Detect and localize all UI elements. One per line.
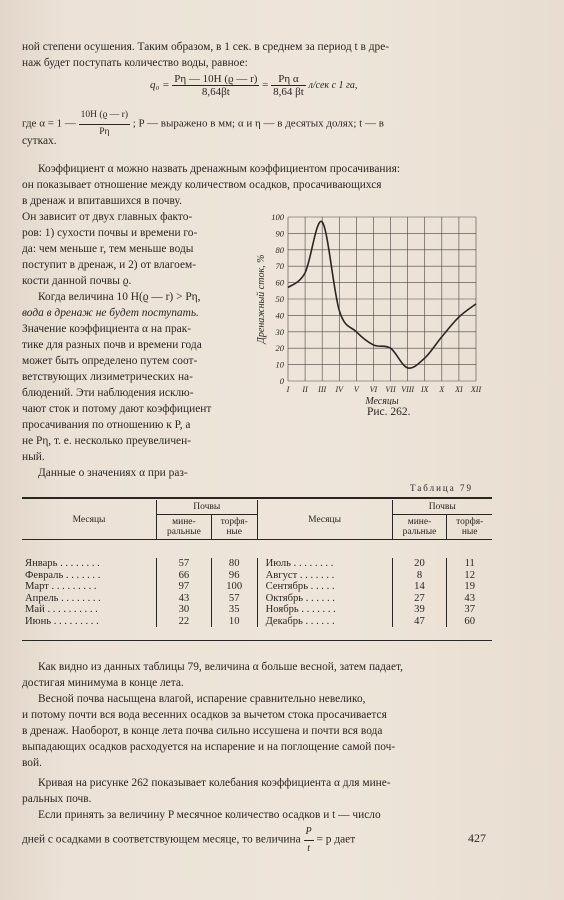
x-tick-label: IX xyxy=(420,385,429,394)
table-spacer-row xyxy=(22,540,492,559)
text-line: да: чем меньше r, тем меньше воды xyxy=(22,243,194,255)
cell-month: Август . . . . . . . xyxy=(257,570,392,582)
cell-mineral: 30 xyxy=(157,604,212,616)
cell-mineral: 97 xyxy=(157,581,212,593)
text-span: дней с осадками в соответствующем месяце, то величина xyxy=(22,833,301,846)
th-months: Месяцы xyxy=(22,500,157,540)
cell-month: Июль . . . . . . . . xyxy=(257,558,392,570)
cell-peat: 37 xyxy=(464,604,475,615)
y-tick-label: 90 xyxy=(275,228,284,239)
text-line: может быть определено путем соот- xyxy=(22,355,198,367)
chart-y-axis-label: Дренажный сток, % xyxy=(256,254,267,344)
cell-peat: 60 xyxy=(464,615,475,627)
y-tick-label: 100 xyxy=(271,212,284,222)
cell-month: Апрель . . . . . . . . xyxy=(22,593,157,605)
formula-denominator: 8,64 βt xyxy=(273,86,304,98)
table-row xyxy=(22,581,492,593)
table-spacer-row xyxy=(22,627,492,637)
table-body xyxy=(22,540,492,638)
x-tick-label: VII xyxy=(385,385,396,394)
fraction-denominator: t xyxy=(307,842,310,854)
table-spacer-cell xyxy=(22,627,492,637)
text-line: Он зависит от двух главных факто- xyxy=(22,211,193,223)
text-line: ной степени осушения. Таким образом, в 1 сек. в среднем за период t в дре- xyxy=(22,41,390,53)
text-line: Если принять за величину P месячное количество осадков и t — число xyxy=(38,809,381,821)
formula-numerator: Pη — 10H (ϱ — r) xyxy=(174,73,258,85)
formula-equals: = xyxy=(262,79,269,92)
th-months: Месяцы xyxy=(257,500,392,540)
text-line: просачивания по отношению к P, а xyxy=(22,419,191,431)
text-line: Значение коэффициента α на прак- xyxy=(22,323,192,335)
cell-mineral: 27 xyxy=(392,593,447,605)
x-tick-label: VI xyxy=(369,385,378,394)
cell-peat: 43 xyxy=(464,592,475,604)
cell-mineral: 43 xyxy=(157,593,212,605)
text-span: = p дает xyxy=(316,833,356,846)
text-line: ральных почв. xyxy=(22,793,92,805)
cell-month: Февраль . . . . . . . xyxy=(22,570,157,582)
text-line: Как видно из данных таблицы 79, величина α больше весной, затем падает, xyxy=(38,661,403,673)
p-over-t-fraction xyxy=(304,824,314,856)
y-tick-label: 50 xyxy=(275,294,284,304)
cell-month: Ноябрь . . . . . . . xyxy=(257,604,392,616)
fraction-numerator: P xyxy=(304,824,314,841)
x-tick-label: VIII xyxy=(401,385,415,394)
text-line: и потому почти вся вода весенних осадков за вычетом стока просачивается xyxy=(22,709,387,721)
cell-month: Март . . . . . . . . . xyxy=(22,581,157,593)
cell-peat: 96 xyxy=(211,570,257,582)
y-tick-label: 0 xyxy=(279,376,284,386)
cell-mineral: 39 xyxy=(392,604,447,616)
th-soils: Почвы xyxy=(392,500,492,515)
text-line: наж будет поступать количество воды, равное: xyxy=(22,57,248,69)
chart-x-ticks xyxy=(286,385,482,394)
table-label: Таблица 79 xyxy=(410,483,473,493)
cell-mineral: 8 xyxy=(392,570,447,582)
th-soils: Почвы xyxy=(157,500,258,515)
cell-month: Октябрь . . . . . . xyxy=(257,593,392,605)
text-line: не Pη, т. е. несколько преувеличен- xyxy=(22,435,191,447)
formula-q0 xyxy=(150,73,357,98)
chart-series-line xyxy=(288,221,476,368)
cell-mineral: 20 xyxy=(392,558,447,570)
text-line: ветствующих лизиметрических на- xyxy=(22,371,193,383)
alpha-numerator: 10H (ϱ — r) xyxy=(79,108,130,125)
drainage-chart xyxy=(250,205,490,405)
alpha-lhs: где α = 1 — xyxy=(22,117,76,130)
table-row xyxy=(22,616,492,628)
cell-peat: 100 xyxy=(211,581,257,593)
cell-peat: 57 xyxy=(211,593,257,605)
formula-fraction-2 xyxy=(271,73,306,98)
text-line: Коэффициент α можно назвать дренажным коэффициентом просачивания: xyxy=(38,163,400,175)
text-line: Весной почва насыщена влагой, испарение сравнительно невелико, xyxy=(38,693,366,705)
chart-grid xyxy=(288,217,476,381)
formula-numerator: Pη α xyxy=(271,73,306,86)
x-tick-label: I xyxy=(286,385,290,394)
formula-fraction-1 xyxy=(172,73,259,98)
table-top-rule xyxy=(22,497,492,499)
x-tick-label: XI xyxy=(455,385,463,394)
y-tick-label: 80 xyxy=(275,244,284,255)
text-line: Кривая на рисунке 262 показывает колебания коэффициента α для мине- xyxy=(38,777,391,789)
formula-denominator: 8,64βt xyxy=(201,86,230,98)
page-number: 427 xyxy=(468,831,486,845)
alpha-rest: ; P — выражено в мм; α и η — в десятых долях; t — в xyxy=(132,117,384,130)
table-spacer-cell xyxy=(22,540,492,559)
table-bottom-rule xyxy=(22,640,492,641)
cell-month: Июнь . . . . . . . . . xyxy=(22,616,157,628)
text-line: вой. xyxy=(22,757,42,769)
text-line: в дренаж и впитавшихся в почву. xyxy=(22,195,182,207)
text-line: кости данной почвы ϱ. xyxy=(22,275,132,287)
cell-mineral: 57 xyxy=(157,558,212,570)
text-line: ный. xyxy=(22,451,45,463)
table-row xyxy=(22,604,492,616)
text-line-fraction xyxy=(22,824,492,856)
formula-unit: л/сек с 1 га, xyxy=(308,80,358,92)
text-line: вода в дренаж не будет поступать. xyxy=(22,307,199,319)
cell-mineral: 22 xyxy=(157,616,212,628)
text-line: тике для разных почв и времени года xyxy=(22,339,202,351)
y-tick-label: 20 xyxy=(275,343,284,354)
text-line: выпадающих осадков расходуется на испарение и на поглощение самой поч- xyxy=(22,741,396,753)
text-line: чают сток и потому дают коэффициент xyxy=(22,403,212,415)
x-tick-label: X xyxy=(439,385,445,394)
text-line: достигая минимума в конце лета. xyxy=(22,677,184,689)
th-peat: торфя- ные xyxy=(211,515,257,540)
x-tick-label: V xyxy=(353,385,359,394)
x-tick-label: II xyxy=(302,385,308,394)
text-line: поступит в дренаж, и 2) от влагоем- xyxy=(22,259,197,271)
text-line: в дренаж. Наоборот, в конце лета почва сильно иссушена и почти вся вода xyxy=(22,725,383,737)
cell-peat: 11 xyxy=(464,558,475,569)
cell-month: Сентябрь . . . . . xyxy=(257,581,392,593)
cell-mineral: 47 xyxy=(392,616,447,628)
x-tick-label: XII xyxy=(470,385,482,394)
figure-caption: Рис. 262. xyxy=(367,406,411,418)
text-line: блюдений. Эти наблюдения исклю- xyxy=(22,387,194,399)
cell-peat: 35 xyxy=(211,604,257,616)
alpha-denominator: Pη xyxy=(99,126,110,137)
cell-mineral: 14 xyxy=(392,581,447,593)
table-79 xyxy=(22,500,492,637)
x-tick-label: IV xyxy=(335,385,344,394)
cell-month: Май . . . . . . . . . . xyxy=(22,604,157,616)
y-tick-label: 30 xyxy=(275,326,284,337)
text-line: Данные о значениях α при раз- xyxy=(38,467,188,479)
text-line: сутках. xyxy=(22,135,57,147)
cell-peat: 10 xyxy=(211,616,257,628)
cell-peat: 12 xyxy=(464,569,475,581)
text-line: он показывает отношение между количеством осадков, просачивающихся xyxy=(22,179,382,191)
table-row xyxy=(22,570,492,582)
th-peat: торфя- ные xyxy=(447,515,492,540)
cell-mineral: 66 xyxy=(157,570,212,582)
y-tick-label: 70 xyxy=(275,261,284,272)
y-tick-label: 60 xyxy=(275,277,284,288)
cell-peat: 80 xyxy=(211,558,257,570)
th-mineral: мине- ральные xyxy=(157,515,212,540)
table-row xyxy=(22,593,492,605)
y-tick-label: 10 xyxy=(275,359,284,370)
y-tick-label: 40 xyxy=(275,310,284,321)
cell-month: Январь . . . . . . . . xyxy=(22,558,157,570)
chart-x-axis-label: Месяцы xyxy=(365,396,399,405)
x-tick-label: III xyxy=(318,385,327,394)
text-line: ров: 1) сухости почвы и времени го- xyxy=(22,227,198,239)
th-mineral: мине- ральные xyxy=(392,515,447,540)
text-line: Когда величина 10 H(ϱ — r) > Pη, xyxy=(38,291,201,303)
chart-y-ticks xyxy=(271,212,285,386)
formula-lhs: q₀ = xyxy=(150,79,170,92)
table-row xyxy=(22,558,492,570)
cell-month: Декабрь . . . . . . xyxy=(257,616,392,628)
cell-peat: 19 xyxy=(464,581,475,592)
